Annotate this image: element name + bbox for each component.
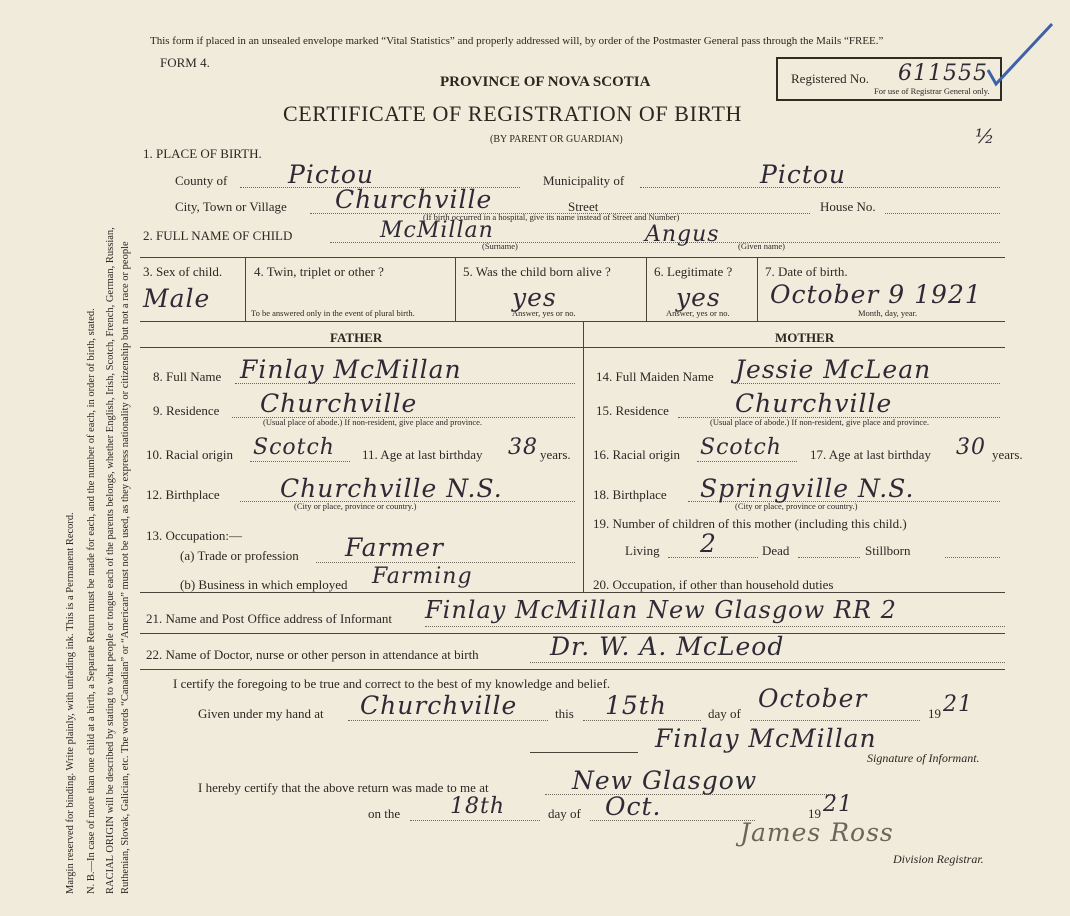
registrar-on-label: on the [368, 806, 401, 821]
registration-number: 611555 [898, 61, 988, 86]
father-name-label: 8. Full Name [153, 369, 222, 384]
living-value: 2 [700, 529, 717, 558]
child-surname: McMillan [380, 218, 494, 243]
county-label: County of [175, 173, 228, 188]
registrar-place: New Glasgow [572, 766, 758, 795]
informant-value: Finlay McMillan New Glasgow RR 2 [425, 596, 897, 624]
date-of-birth-label: 7. Date of birth. [765, 264, 848, 279]
municipality-value: Pictou [760, 160, 847, 189]
child-given-name: Angus [645, 222, 720, 247]
doctor-label: 22. Name of Doctor, nurse or other person in attendance at birth [146, 647, 479, 662]
certify-place: Churchville [360, 691, 518, 720]
born-alive-value: yes [512, 283, 557, 312]
mother-years-label: years. [992, 447, 1023, 462]
place-of-birth-heading: 1. PLACE OF BIRTH. [143, 146, 262, 161]
child-name-label: 2. FULL NAME OF CHILD [143, 228, 293, 243]
legitimate-value: yes [676, 283, 721, 312]
certify-this-label: this [555, 706, 574, 721]
certify-text: I certify the foregoing to be true and correct to the best of my knowledge and belief. [173, 676, 611, 691]
father-residence-label: 9. Residence [153, 403, 220, 418]
twin-label: 4. Twin, triplet or other ? [254, 264, 384, 279]
father-years-label: years. [540, 447, 571, 462]
mother-heading: MOTHER [775, 330, 835, 345]
father-age-value: 38 [508, 435, 538, 460]
father-birthplace-note: (City or place, province or country.) [294, 501, 417, 511]
father-residence-value: Churchville [260, 389, 418, 418]
registration-label: Registered No. [791, 71, 869, 86]
margin-racial-origin-note: RACIAL ORIGIN will be described by stating to what people or tongue each of the parents belongs, whether English, Irish, Scotch, French, German, Russian, [105, 227, 116, 894]
given-name-note: (Given name) [738, 241, 785, 251]
margin-binding-note: Margin reserved for binding. Write plainly, with unfading ink. This is a Permanent Record. [65, 512, 76, 894]
father-residence-note: (Usual place of abode.) If non-resident, give place and province. [263, 417, 483, 427]
mailing-notice: This form if placed in an unsealed envelope marked “Vital Statistics” and properly addressed will, by order of the Postmaster General pass through the Mails “FREE.” [150, 35, 884, 47]
born-alive-label: 5. Was the child born alive ? [463, 264, 611, 279]
certify-dayof-label: day of [708, 706, 741, 721]
date-of-birth-value: October 9 1921 [770, 280, 982, 309]
mother-children-label: 19. Number of children of this mother (including this child.) [593, 516, 907, 531]
mother-age-label: 17. Age at last birthday [810, 447, 931, 462]
corner-mark: ½ [975, 124, 996, 148]
informant-label: 21. Name and Post Office address of Informant [146, 611, 392, 626]
registration-box [776, 57, 1002, 101]
street-label: Street [568, 199, 599, 214]
dead-label: Dead [762, 543, 790, 558]
father-name-value: Finlay McMillan [240, 355, 462, 384]
registrar-dayof-label: day of [548, 806, 581, 821]
county-value: Pictou [288, 160, 375, 189]
father-birthplace-label: 12. Birthplace [146, 487, 220, 502]
certify-month: October [758, 684, 868, 713]
informant-signature: Finlay McMillan [655, 724, 877, 753]
born-alive-note: Answer, yes or no. [512, 308, 576, 318]
registrar-month: Oct. [605, 792, 662, 821]
certify-day: 15th [605, 691, 667, 720]
father-race-label: 10. Racial origin [146, 447, 234, 462]
mother-name-label: 14. Full Maiden Name [596, 369, 714, 384]
mother-race-value: Scotch [700, 435, 782, 460]
mother-name-value: Jessie McLean [735, 355, 932, 384]
father-heading: FATHER [330, 330, 383, 345]
municipality-label: Municipality of [543, 173, 625, 188]
mother-occupation-label: 20. Occupation, if other than household duties [593, 577, 834, 592]
date-of-birth-note: Month, day, year. [858, 308, 918, 318]
mother-residence-note: (Usual place of abode.) If non-resident, give place and province. [710, 417, 930, 427]
legitimate-label: 6. Legitimate ? [654, 264, 733, 279]
certify-year: 21 [943, 692, 973, 717]
father-occupation-label: 13. Occupation:— [146, 528, 243, 543]
city-value: Churchville [335, 185, 493, 214]
father-race-value: Scotch [253, 435, 335, 460]
registrar-day: 18th [450, 794, 506, 819]
mother-race-label: 16. Racial origin [593, 447, 681, 462]
form-number: FORM 4. [160, 55, 210, 70]
hospital-note: (If birth occurred in a hospital, give its name instead of Street and Number) [423, 212, 680, 222]
legitimate-note: Answer, yes or no. [666, 308, 730, 318]
city-label: City, Town or Village [175, 199, 287, 214]
surname-note: (Surname) [482, 241, 518, 251]
registrar-signature: James Ross [740, 818, 894, 847]
certificate-subtitle: (BY PARENT OR GUARDIAN) [490, 134, 623, 145]
registration-note: For use of Registrar General only. [874, 86, 990, 96]
registrar-year-prefix: 19 [808, 806, 821, 821]
stillborn-label: Stillborn [865, 543, 911, 558]
mother-birthplace-label: 18. Birthplace [593, 487, 667, 502]
sex-value: Male [143, 284, 211, 313]
informant-signature-label: Signature of Informant. [867, 751, 980, 765]
father-trade-label: (a) Trade or profession [180, 548, 299, 563]
twin-note: To be answered only in the event of plural birth. [251, 308, 415, 318]
division-registrar-label: Division Registrar. [893, 852, 984, 866]
living-label: Living [625, 543, 660, 558]
mother-residence-label: 15. Residence [596, 403, 669, 418]
province-heading: PROVINCE OF NOVA SCOTIA [440, 74, 651, 90]
sex-label: 3. Sex of child. [143, 264, 223, 279]
registrar-year: 21 [823, 792, 853, 817]
mother-residence-value: Churchville [735, 389, 893, 418]
father-trade-value: Farmer [345, 533, 444, 562]
father-business-label: (b) Business in which employed [180, 577, 348, 592]
house-number-label: House No. [820, 199, 876, 214]
margin-plural-birth-note: N. B.—In case of more than one child at a birth, a Separate Return must be made for each, and the number of each, in order of birth, stated. [86, 308, 97, 894]
certificate-title: CERTIFICATE OF REGISTRATION OF BIRTH [283, 101, 742, 126]
checkmark-icon [978, 18, 1058, 88]
father-business-value: Farming [372, 564, 473, 589]
father-age-label: 11. Age at last birthday [362, 447, 483, 462]
mother-birthplace-note: (City or place, province or country.) [735, 501, 858, 511]
mother-age-value: 30 [956, 435, 986, 460]
mother-birthplace-value: Springville N.S. [700, 474, 915, 503]
certify-year-prefix: 19 [928, 706, 941, 721]
doctor-value: Dr. W. A. McLeod [550, 632, 785, 661]
registrar-text: I hereby certify that the above return was made to me at [198, 780, 489, 795]
father-birthplace-value: Churchville N.S. [280, 474, 503, 503]
margin-racial-origin-note-2: Ruthenian, Slovak, Galician, etc. The words “Canadian” or “American” must not be used, as they express nationality or citizenship but not a race or people [120, 241, 131, 894]
given-under-label: Given under my hand at [198, 706, 324, 721]
